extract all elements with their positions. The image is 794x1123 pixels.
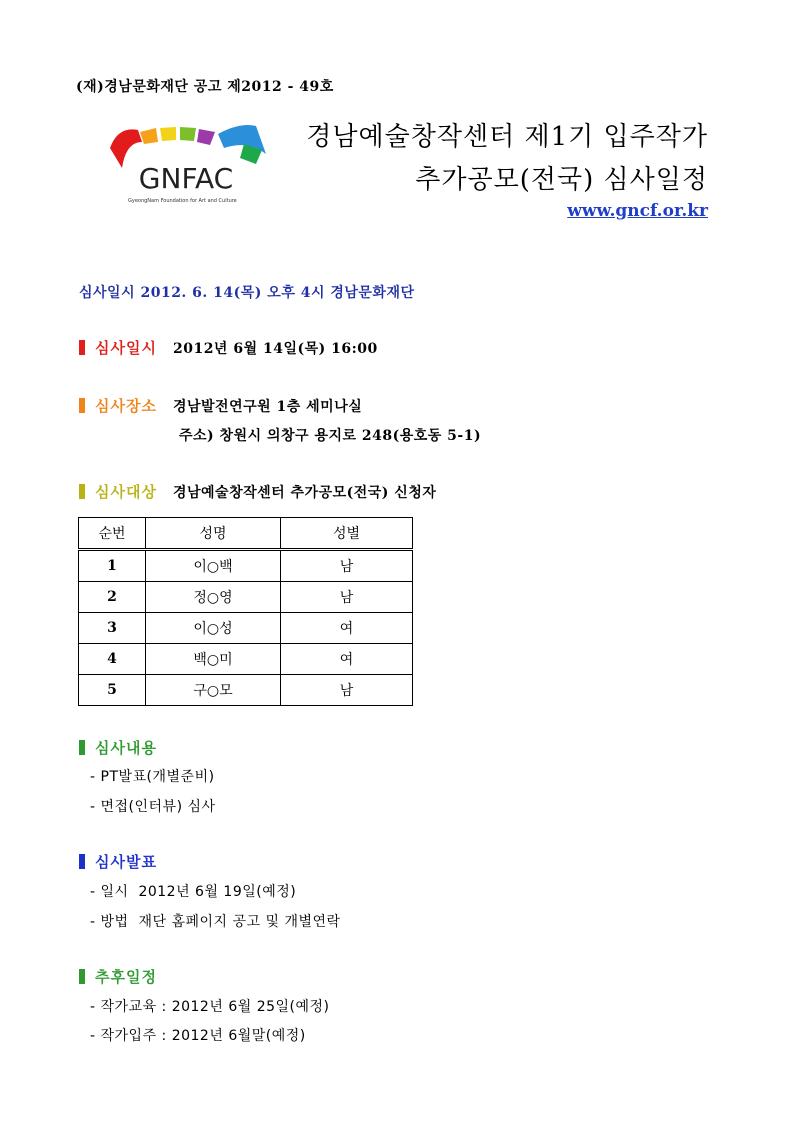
section-datetime	[79, 337, 378, 358]
table-row	[79, 550, 413, 582]
green-square-icon	[79, 969, 85, 984]
section-place	[79, 395, 362, 416]
list-item: - 일시 2012년 6월 19일(예정)	[90, 884, 297, 900]
row-gender: 여	[281, 644, 413, 675]
orange-square-icon	[79, 398, 85, 413]
row-number: 3	[79, 613, 146, 644]
section-announce	[79, 851, 157, 872]
list-item: - 방법 재단 홈페이지 공고 및 개별연락	[90, 914, 341, 930]
header-gender: 성별	[281, 518, 413, 550]
red-square-icon	[79, 340, 85, 355]
place-address: 주소) 창원시 의창구 용지로 248(용호동 5-1)	[179, 428, 482, 444]
section-value: 경남발전연구원 1층 세미나실	[172, 398, 363, 415]
section-title: 심사일시	[95, 339, 157, 357]
logo-tagline: GyeongNam Foundation for Art and Culture	[128, 198, 237, 204]
section-title: 심사내용	[95, 739, 157, 757]
green-square-icon	[79, 740, 85, 755]
list-item: - 작가교육 : 2012년 6월 25일(예정)	[90, 999, 330, 1015]
table-row	[79, 644, 413, 675]
page-title-line1: 경남예술창작센터 제1기 입주작가	[306, 122, 708, 152]
row-name: 백○미	[146, 644, 281, 675]
header-name: 성명	[146, 518, 281, 550]
section-title: 추후일정	[95, 968, 157, 986]
schedule-summary: 심사일시 2012. 6. 14(목) 오후 4시 경남문화재단	[79, 285, 415, 301]
table-row	[79, 582, 413, 613]
section-title: 심사장소	[95, 397, 157, 415]
row-gender: 남	[281, 550, 413, 582]
section-title: 심사대상	[95, 483, 157, 501]
blue-square-icon	[79, 854, 85, 869]
website-link[interactable]: www.gncf.or.kr	[567, 201, 708, 221]
page-title-line2: 추가공모(전국) 심사일정	[415, 165, 708, 195]
notice-number: (재)경남문화재단 공고 제2012 - 49호	[76, 79, 334, 95]
row-number: 2	[79, 582, 146, 613]
row-number: 1	[79, 550, 146, 582]
row-name: 정○영	[146, 582, 281, 613]
list-item: - 작가입주 : 2012년 6월말(예정)	[90, 1028, 306, 1044]
applicant-table	[78, 517, 413, 706]
header-number: 순번	[79, 518, 146, 550]
table-row	[79, 675, 413, 706]
section-content	[79, 737, 157, 758]
row-name: 이○성	[146, 613, 281, 644]
olive-square-icon	[79, 484, 85, 499]
gnfac-logo	[98, 118, 278, 208]
row-number: 4	[79, 644, 146, 675]
row-gender: 남	[281, 582, 413, 613]
section-followup	[79, 966, 157, 987]
table-row	[79, 613, 413, 644]
section-value: 경남예술창작센터 추가공모(전국) 신청자	[172, 484, 437, 501]
list-item: - 면접(인터뷰) 심사	[90, 799, 216, 815]
row-gender: 남	[281, 675, 413, 706]
section-value: 2012년 6월 14일(목) 16:00	[172, 340, 378, 357]
list-item: - PT발표(개별준비)	[90, 769, 215, 785]
section-target	[79, 481, 436, 502]
row-number: 5	[79, 675, 146, 706]
section-title: 심사발표	[95, 853, 157, 871]
logo-text: GNFAC	[138, 162, 234, 195]
row-name: 이○백	[146, 550, 281, 582]
row-name: 구○모	[146, 675, 281, 706]
row-gender: 여	[281, 613, 413, 644]
table-header-row	[79, 518, 413, 550]
